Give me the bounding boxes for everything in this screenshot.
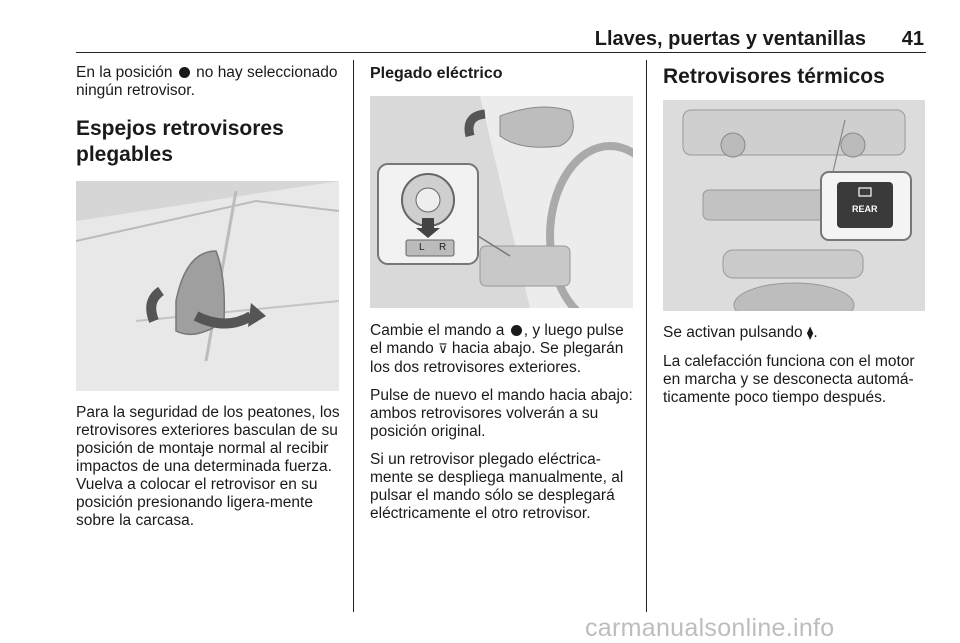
switch-label-left: L [419, 242, 425, 253]
mirror-illustration [76, 181, 339, 391]
filled-circle-icon [179, 67, 190, 78]
column-3 [663, 64, 929, 90]
heading-heated-mirrors: Retrovisores térmicos [663, 65, 885, 88]
door-switch-illustration [370, 96, 633, 308]
intro-text-a: En la posición [76, 64, 173, 81]
heading-electric-folding: Plegado eléctrico [370, 65, 503, 82]
header-rule [76, 52, 926, 53]
figure-heated-mirrors [663, 100, 925, 311]
chapter-title: Llaves, puertas y ventanillas [594, 28, 866, 50]
fold-paragraph-1 [370, 322, 636, 377]
column-divider-2 [646, 60, 647, 612]
rear-button-label: REAR [852, 204, 878, 214]
fold-triangle-icon: ⊽ [438, 342, 448, 357]
column-divider-1 [353, 60, 354, 612]
heated-paragraph-1 [663, 324, 931, 343]
fold-text-a: Cambie el mando a [370, 322, 505, 339]
switch-label-right: R [439, 242, 447, 253]
watermark: carmanualsonline.info [585, 614, 835, 642]
heading-folding-mirrors: Espejos retrovisores plegables [76, 117, 284, 166]
heated-text-b: . [813, 324, 818, 341]
fold-text-b: , y luego pulse el mando [370, 322, 624, 357]
figure-mirror-folding [76, 181, 339, 391]
rear-window-heater-icon: ⧫ [806, 326, 814, 341]
fold-paragraph-2: Pulse de nuevo el mando hacia abajo: ambos retrovisores volverán a su posición original. [370, 387, 633, 440]
heated-text-a: Se activan pulsando [663, 324, 803, 341]
intro-paragraph [76, 64, 342, 100]
filled-circle-icon [511, 325, 522, 336]
column-2 [370, 64, 636, 84]
intro-text-b: no hay seleccionado ningún retrovisor. [76, 64, 338, 99]
folding-paragraph: Para la seguridad de los peatones, los retrovisores exteriores basculan de su posición de montaje normal al recibir impactos de una determinada fuerza. Vuelva a colocar el retrovisor en su posición presionando ligera-mente sobre la carcasa. [76, 404, 340, 529]
column-1-lower [76, 404, 342, 540]
column-3-lower [663, 324, 931, 417]
fold-paragraph-3: Si un retrovisor plegado eléctrica-mente se despliega manualmente, al pulsar el mando sólo se desplegará eléctricamente el otro retrovisor. [370, 451, 624, 522]
heated-paragraph-2: La calefacción funciona con el motor en marcha y se desconecta automá-ticamente poco tiempo después. [663, 353, 915, 406]
page-header [76, 28, 926, 50]
figure-electric-folding [370, 96, 633, 308]
fold-text-c: hacia abajo. Se plegarán los dos retrovisores exteriores. [370, 340, 624, 376]
column-1 [76, 64, 342, 168]
center-console-illustration [663, 100, 925, 311]
page-number: 41 [901, 28, 924, 50]
column-2-lower [370, 322, 636, 533]
